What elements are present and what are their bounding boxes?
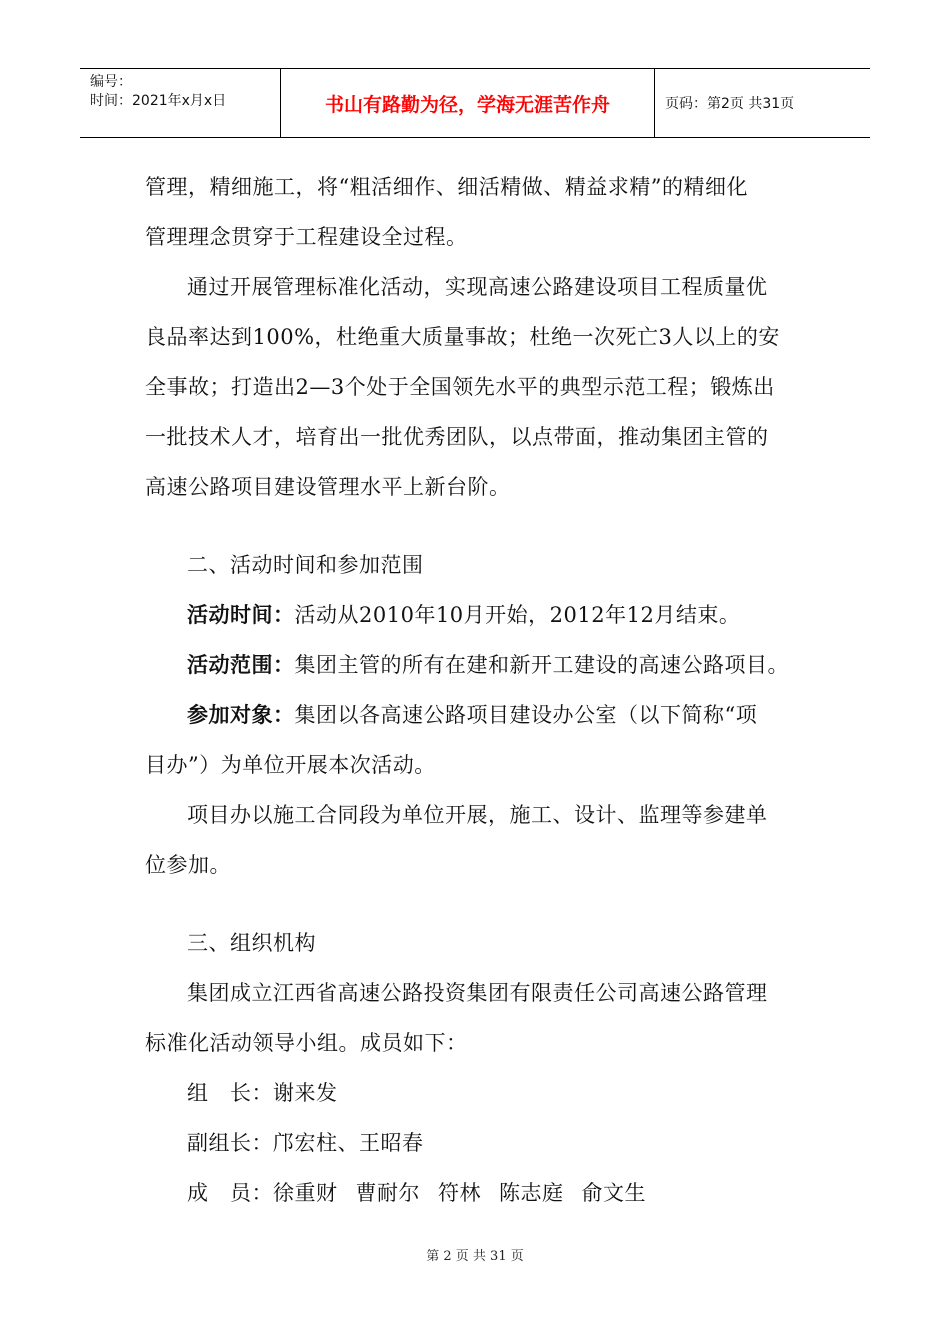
deputy-names: 邝宏柱、王昭春: [273, 1131, 424, 1155]
document-body: [145, 162, 817, 1218]
activity-time: [145, 590, 817, 640]
activity-time-label: 活动时间：: [187, 602, 295, 627]
section-heading: 二、活动时间和参加范围: [187, 553, 424, 577]
body-line: 一批技术人才，培育出一批优秀团队，以点带面，推动集团主管的: [145, 425, 769, 449]
header-meta: [80, 69, 281, 137]
page-footer: 第 2 页 共 31 页: [426, 1249, 524, 1264]
deputy-row: [145, 1118, 817, 1168]
section-heading: 三、组织机构: [187, 931, 316, 955]
leader-name: 谢来发: [273, 1081, 338, 1105]
activity-scope: [145, 640, 817, 690]
body-line: 高速公路项目建设管理水平上新台阶。: [145, 475, 511, 499]
body-line: 集团成立江西省高速公路投资集团有限责任公司高速公路管理: [187, 981, 768, 1005]
activity-scope-label: 活动范围：: [187, 652, 295, 677]
body-line: 项目办以施工合同段为单位开展，施工、设计、监理等参建单: [187, 803, 768, 827]
body-line: 通过开展管理标准化活动，实现高速公路建设项目工程质量优: [187, 275, 768, 299]
doc-number-label: 编号：: [90, 74, 132, 90]
body-line: 位参加。: [145, 853, 231, 877]
activity-scope-text: 集团主管的所有在建和新开工建设的高速公路项目。: [294, 653, 789, 677]
body-line: 全事故；打造出2—3个处于全国领先水平的典型示范工程；锻炼出: [145, 375, 775, 399]
leader-row: [145, 1068, 817, 1118]
participants-label: 参加对象：: [187, 702, 295, 727]
doc-date: 时间：2021年x月x日: [90, 93, 227, 109]
deputy-label: 副组长：: [187, 1131, 273, 1155]
member-name: 符林: [438, 1181, 481, 1205]
activity-time-text: 活动从2010年10月开始，2012年12月结束。: [294, 603, 741, 627]
member-name: 曹耐尔: [355, 1181, 420, 1205]
members-row: [145, 1168, 817, 1218]
leader-label: 组 长：: [187, 1081, 273, 1105]
participants: [145, 690, 817, 740]
body-line: 标准化活动领导小组。成员如下：: [145, 1031, 468, 1055]
document-header: [80, 68, 870, 138]
body-line: 良品率达到100%，杜绝重大质量事故；杜绝一次死亡3人以上的安: [145, 325, 780, 349]
member-name: 徐重财: [273, 1181, 338, 1205]
member-name: 俞文生: [581, 1181, 646, 1205]
body-line: 管理，精细施工，将“粗活细作、细活精做、精益求精”的精细化: [145, 175, 748, 199]
header-motto: 书山有路勤为径，学海无涯苦作舟: [281, 69, 655, 137]
member-name: 陈志庭: [499, 1181, 564, 1205]
header-page-info: 页码：第2页 共31页: [665, 96, 795, 112]
members-label: 成 员：: [187, 1181, 273, 1205]
participants-text: 集团以各高速公路项目建设办公室（以下简称“项: [294, 703, 758, 727]
body-line: 管理理念贯穿于工程建设全过程。: [145, 225, 468, 249]
body-line: 目办”）为单位开展本次活动。: [145, 753, 436, 777]
